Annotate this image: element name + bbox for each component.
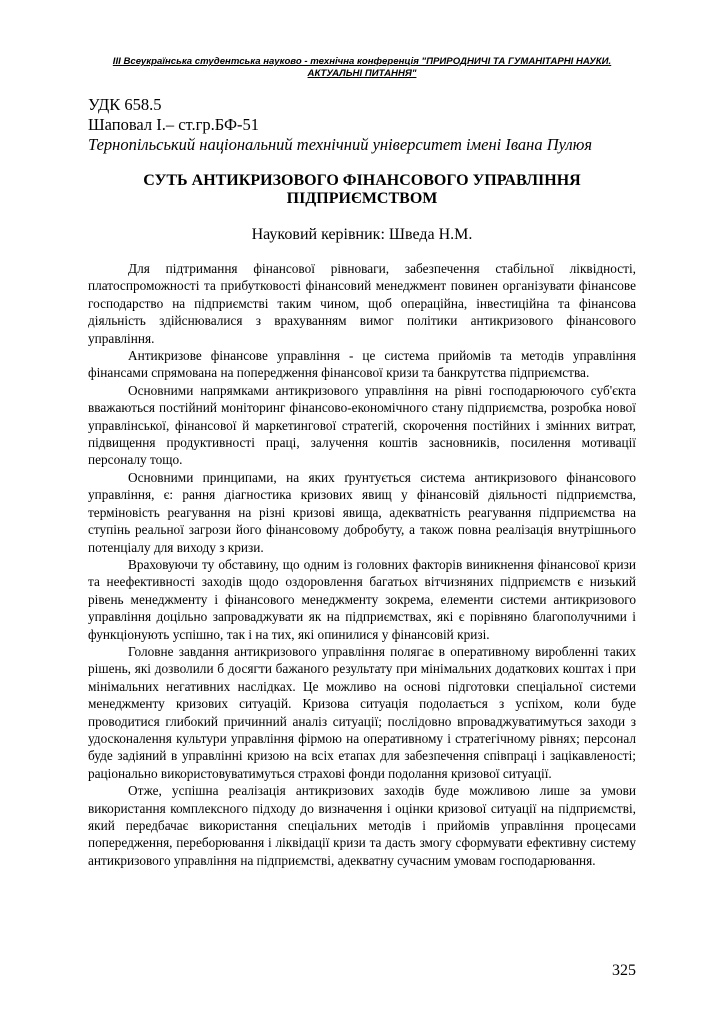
author: Шаповал І.– ст.гр.БФ-51 [88, 115, 260, 134]
article-meta [88, 95, 636, 155]
paragraph: Основними принципами, на яких ґрунтується система антикризового фінансового управління, є: рання діагностика кризових явищ у фінансовій діяльності підприємства, терміновість реагування на різні кризові явища, адекватність реагування підприємства на ступінь реальної загрози його фінансовому добробуту, а також повна реалізація внутрішнього потенціалу для виходу з кризи. [88, 469, 636, 555]
article-title [88, 172, 636, 208]
scientific-supervisor: Науковий керівник: Шведа Н.М. [251, 226, 473, 243]
institution: Тернопільський національний технічний університет імені Івана Пулюя [88, 135, 593, 154]
paragraph: Основними напрямками антикризового управління на рівні господарюючого суб'єкта вважаються постійний моніторинг фінансово-економічного стану підприємства, розробка нової управлінської, фінансової й маркетингової стратегій, скорочення постійних і змінних витрат, підвищення продуктивності праці, залучення коштів засновників, посилення мотивації персоналу тощо. [88, 382, 636, 468]
article-body [88, 260, 636, 869]
paragraph: Отже, успішна реалізація антикризових заходів буде можливою лише за умови використання комплексного підходу до визначення і оцінки кризової ситуації на підприємстві, який передбачає використання спеціальних методів і прийомів управління процесами попередження, переборювання і ліквідації кризи та дасть змогу сформувати ефективну систему антикризового управління на підприємстві, адекватну сучасним умовам господарювання. [88, 783, 636, 868]
paragraph: Для підтримання фінансової рівноваги, забезпечення стабільної ліквідності, платоспроможності та прибутковості фінансовий менеджмент повинен організувати фінансове господарство на підприємстві таким чином, щоб операційна, інвестиційна та фінансова діяльність здійснювалися з врахуванням вимог політики антикризового фінансового управління. [88, 261, 636, 346]
article-title-line-2: ПІДПРИЄМСТВОМ [286, 190, 438, 207]
conference-header-line-1: ІІІ Всеукраїнська студентська науково - технічна конференція "ПРИРОДНИЧІ ТА ГУМАНІТАРНІ НАУКИ. [112, 56, 612, 67]
article-title-line-1: СУТЬ АНТИКРИЗОВОГО ФІНАНСОВОГО УПРАВЛІННЯ [143, 172, 581, 189]
paragraph: Антикризове фінансове управління - це система прийомів та методів управління фінансами спрямована на попередження фінансової кризи та банкрутства підприємства. [88, 348, 636, 381]
conference-header [88, 56, 636, 80]
conference-header-line-2: АКТУАЛЬНІ ПИТАННЯ" [307, 68, 417, 79]
paragraph: Головне завдання антикризового управління полягає в оперативному виробленні таких рішень, які дозволили б досягти бажаного результату при мінімальних додаткових коштах і при мінімальних негативних наслідках. Це можливо на основі підготовки спеціальної системи менеджменту кризових ситуацій. Кризова ситуація подолається з успіхом, коли буде проводитися глибокий причинний аналіз ситуації; послідовно впроваджуватимуться заходи з удосконалення культури управління фірмою на оперативному і стратегічному рівнях; персонал буде задіяний в управлінні кризою на всіх етапах для забезпечення співпраці і зацікавленості; раціонально використовуватимуться страхові фонди подолання кризової ситуації. [88, 643, 636, 781]
udk-code: УДК 658.5 [88, 95, 162, 114]
paragraph: Враховуючи ту обставину, що одним із головних факторів виникнення фінансової кризи та неефективності заходів щодо оздоровлення багатьох вітчизняних підприємств є низький рівень менеджменту і фінансового менеджменту зокрема, елементи системи антикризового управління доцільно запроваджувати як на підприємствах, які є порівняно благополучними і функціонують успішно, так і на тих, які опинилися у фінансовій кризі. [88, 556, 636, 642]
page-number: 325 [612, 962, 636, 979]
